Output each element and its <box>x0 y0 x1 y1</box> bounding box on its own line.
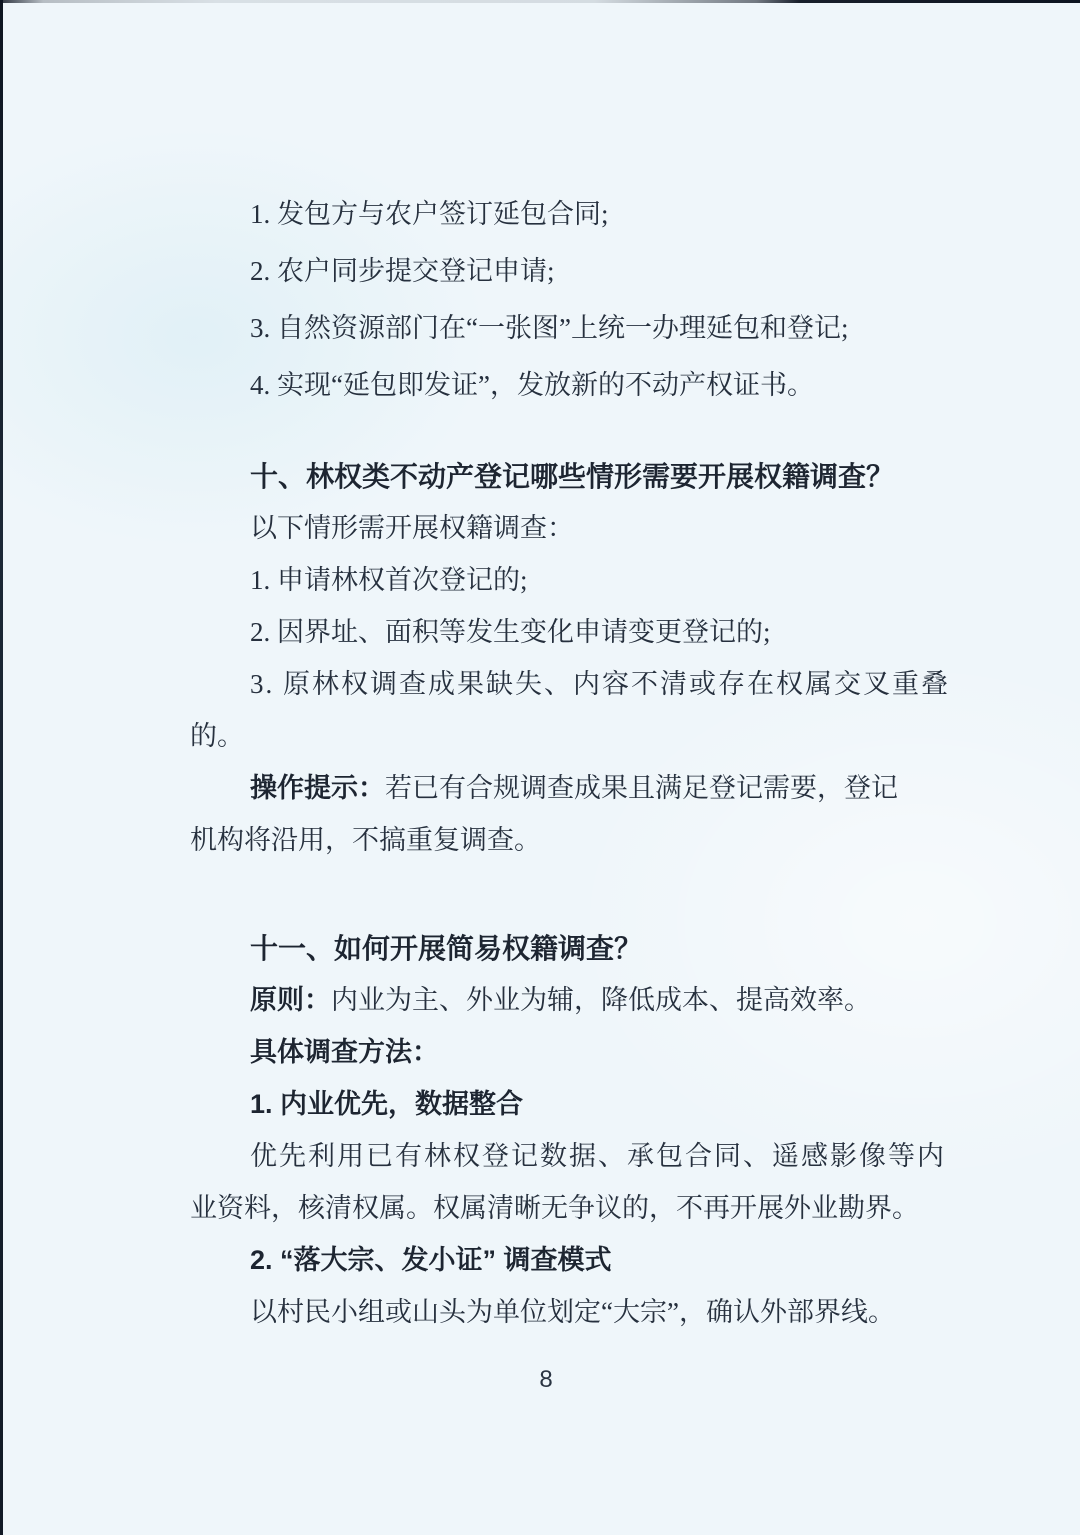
operation-tip-line-1 <box>190 762 902 814</box>
section10-item-2: 2. 因界址、面积等发生变化申请变更登记的; <box>250 617 771 647</box>
section10-intro: 以下情形需开展权籍调查： <box>250 513 574 543</box>
renewal-step-4: 4. 实现“延包即发证”，发放新的不动产权证书。 <box>250 370 814 400</box>
section10-item-3-line-2: 的。 <box>190 721 244 751</box>
section10-item-1: 1. 申请林权首次登记的; <box>250 565 528 595</box>
methods-label: 具体调查方法： <box>250 1037 439 1067</box>
section11-heading: 十一、如何开展简易权籍调查？ <box>250 933 643 964</box>
operation-tip-text: 若已有合规调查成果且满足登记需要，登记 <box>385 773 898 803</box>
method1-line-2: 业资料，核清权属。权属清晰无争议的，不再开展外业勘界。 <box>190 1193 919 1223</box>
method2-line-1: 以村民小组或山头为单位划定“大宗”，确认外部界线。 <box>250 1297 895 1327</box>
operation-tip <box>190 762 902 866</box>
section10-heading: 十、林权类不动产登记哪些情形需要开展权籍调查？ <box>250 461 895 492</box>
method1-heading: 1. 内业优先，数据整合 <box>250 1089 524 1119</box>
scan-edge-top <box>0 0 1080 3</box>
renewal-steps-list <box>190 186 902 414</box>
section10-body <box>190 502 950 866</box>
section11-body <box>190 974 946 1338</box>
renewal-step-2: 2. 农户同步提交登记申请; <box>250 256 555 286</box>
section10-item-3 <box>190 658 950 762</box>
method2-heading: 2. “落大宗、发小证” 调查模式 <box>250 1245 612 1275</box>
method1-paragraph <box>190 1130 946 1234</box>
operation-tip-line-2: 机构将沿用，不搞重复调查。 <box>190 825 541 855</box>
operation-tip-label: 操作提示： <box>250 773 385 803</box>
renewal-step-3: 3. 自然资源部门在“一张图”上统一办理延包和登记; <box>250 313 849 343</box>
scan-edge-left <box>0 0 3 1535</box>
principle-text: 内业为主、外业为辅，降低成本、提高效率。 <box>331 985 871 1015</box>
section10-item-3-line-1: 3. 原林权调查成果缺失、内容不清或存在权属交叉重叠 <box>250 669 950 699</box>
principle-line <box>190 974 902 1026</box>
method1-line-1: 优先利用已有林权登记数据、承包合同、遥感影像等内 <box>250 1141 946 1171</box>
page-number: 8 <box>539 1366 553 1393</box>
renewal-step-1: 1. 发包方与农户签订延包合同; <box>250 199 609 229</box>
document-body <box>190 186 950 1338</box>
principle-label: 原则： <box>250 985 331 1015</box>
